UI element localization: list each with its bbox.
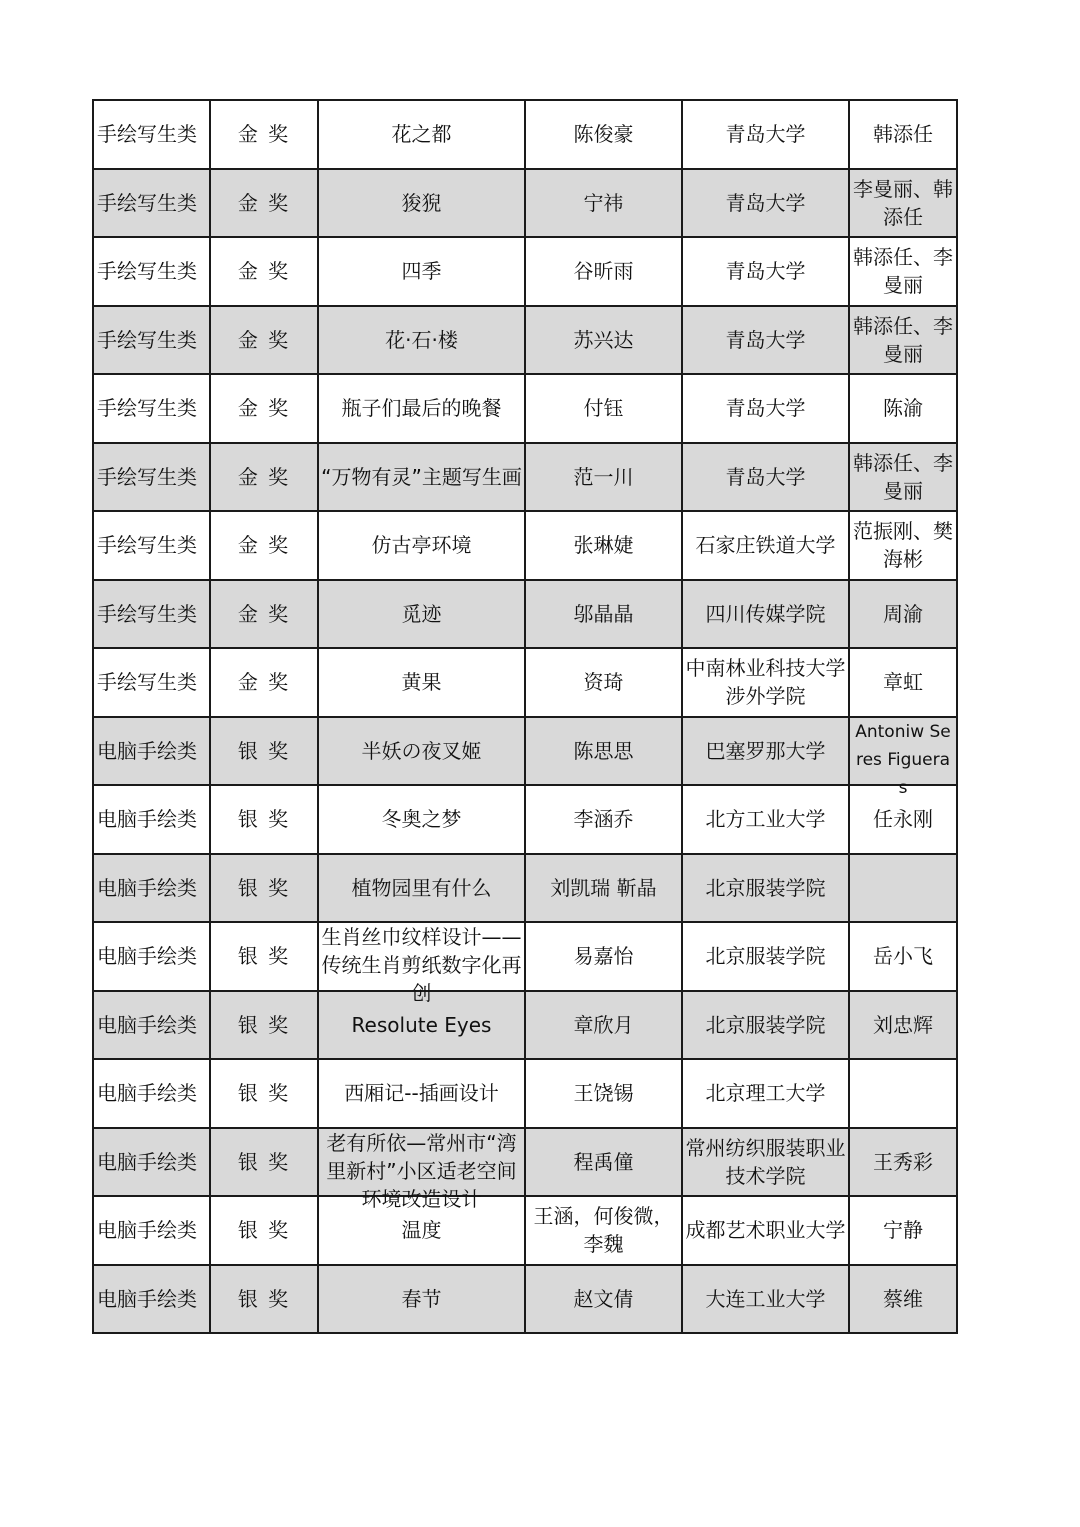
advisor-cell xyxy=(849,717,957,798)
award-cell: 银 奖 xyxy=(210,785,318,854)
category-cell: 电脑手绘类 xyxy=(93,1196,210,1265)
award-cell: 金 奖 xyxy=(210,306,318,375)
school-cell: 青岛大学 xyxy=(682,443,849,512)
awards-table xyxy=(92,99,958,1334)
category-cell: 手绘写生类 xyxy=(93,237,210,306)
advisor-text: Antoniw Seres Figueras xyxy=(855,721,951,798)
table-row xyxy=(93,374,957,443)
category-cell: 手绘写生类 xyxy=(93,374,210,443)
category-cell: 电脑手绘类 xyxy=(93,785,210,854)
title-cell: 春节 xyxy=(318,1265,525,1334)
table-row xyxy=(93,648,957,717)
author-cell: 资琦 xyxy=(525,648,682,717)
category-cell: 手绘写生类 xyxy=(93,648,210,717)
title-cell: 花·石·楼 xyxy=(318,306,525,375)
table-row xyxy=(93,1128,957,1197)
advisor-cell: 岳小飞 xyxy=(849,922,957,991)
table-row xyxy=(93,854,957,923)
title-cell: 西厢记--插画设计 xyxy=(318,1059,525,1128)
school-cell: 北京服装学院 xyxy=(682,991,849,1060)
advisor-cell: 周渝 xyxy=(849,580,957,649)
author-cell: 苏兴达 xyxy=(525,306,682,375)
advisor-cell: 韩添任、李曼丽 xyxy=(849,443,957,512)
advisor-cell: 蔡维 xyxy=(849,1265,957,1334)
author-cell: 王饶锡 xyxy=(525,1059,682,1128)
school-cell: 青岛大学 xyxy=(682,374,849,443)
title-cell: 狻猊 xyxy=(318,169,525,238)
school-cell: 青岛大学 xyxy=(682,237,849,306)
author-cell: 刘凯瑞 靳晶 xyxy=(525,854,682,923)
advisor-cell: 李曼丽、韩添任 xyxy=(849,169,957,238)
table-row xyxy=(93,580,957,649)
author-cell: 陈俊豪 xyxy=(525,100,682,169)
category-cell: 电脑手绘类 xyxy=(93,922,210,991)
title-cell: 半妖の夜叉姬 xyxy=(318,717,525,786)
author-cell: 张琳婕 xyxy=(525,511,682,580)
title-cell: “万物有灵”主题写生画 xyxy=(318,443,525,512)
advisor-cell: 宁静 xyxy=(849,1196,957,1265)
school-cell: 大连工业大学 xyxy=(682,1265,849,1334)
award-cell: 银 奖 xyxy=(210,854,318,923)
author-cell: 李涵乔 xyxy=(525,785,682,854)
author-cell: 程禹僮 xyxy=(525,1128,682,1197)
title-cell: 温度 xyxy=(318,1196,525,1265)
table-row xyxy=(93,237,957,306)
school-cell: 巴塞罗那大学 xyxy=(682,717,849,786)
award-cell: 银 奖 xyxy=(210,1128,318,1197)
title-cell: 植物园里有什么 xyxy=(318,854,525,923)
category-cell: 电脑手绘类 xyxy=(93,717,210,786)
category-cell: 电脑手绘类 xyxy=(93,1128,210,1197)
school-cell: 中南林业科技大学涉外学院 xyxy=(682,648,849,717)
title-cell: 四季 xyxy=(318,237,525,306)
award-cell: 银 奖 xyxy=(210,922,318,991)
title-cell: 冬奥之梦 xyxy=(318,785,525,854)
school-cell: 四川传媒学院 xyxy=(682,580,849,649)
advisor-cell: 韩添任 xyxy=(849,100,957,169)
author-cell: 范一川 xyxy=(525,443,682,512)
category-cell: 手绘写生类 xyxy=(93,169,210,238)
school-cell: 青岛大学 xyxy=(682,169,849,238)
advisor-cell: 韩添任、李曼丽 xyxy=(849,306,957,375)
author-cell: 宁祎 xyxy=(525,169,682,238)
school-cell: 常州纺织服装职业技术学院 xyxy=(682,1128,849,1197)
advisor-cell: 韩添任、李曼丽 xyxy=(849,237,957,306)
advisor-cell: 王秀彩 xyxy=(849,1128,957,1197)
category-cell: 手绘写生类 xyxy=(93,511,210,580)
award-cell: 银 奖 xyxy=(210,991,318,1060)
award-cell: 银 奖 xyxy=(210,1265,318,1334)
awards-table-body xyxy=(93,100,957,1333)
table-row xyxy=(93,1196,957,1265)
title-cell: 瓶子们最后的晚餐 xyxy=(318,374,525,443)
category-cell: 电脑手绘类 xyxy=(93,991,210,1060)
award-cell: 金 奖 xyxy=(210,580,318,649)
award-cell: 银 奖 xyxy=(210,1059,318,1128)
category-cell: 电脑手绘类 xyxy=(93,854,210,923)
table-row xyxy=(93,991,957,1060)
author-cell: 陈思思 xyxy=(525,717,682,786)
table-row xyxy=(93,100,957,169)
title-cell xyxy=(318,1128,525,1211)
category-cell: 电脑手绘类 xyxy=(93,1059,210,1128)
title-cell: 仿古亭环境 xyxy=(318,511,525,580)
author-cell: 邬晶晶 xyxy=(525,580,682,649)
award-cell: 金 奖 xyxy=(210,511,318,580)
advisor-cell xyxy=(849,1059,957,1128)
award-cell: 金 奖 xyxy=(210,443,318,512)
table-row xyxy=(93,717,957,786)
award-cell: 金 奖 xyxy=(210,374,318,443)
school-cell: 石家庄铁道大学 xyxy=(682,511,849,580)
category-cell: 手绘写生类 xyxy=(93,306,210,375)
title-text: 老有所依—常州市“湾里新村”小区适老空间环境改造设计 xyxy=(326,1130,517,1211)
school-cell: 北方工业大学 xyxy=(682,785,849,854)
school-cell: 北京服装学院 xyxy=(682,854,849,923)
category-cell: 电脑手绘类 xyxy=(93,1265,210,1334)
school-cell: 北京理工大学 xyxy=(682,1059,849,1128)
school-cell: 青岛大学 xyxy=(682,306,849,375)
advisor-cell: 章虹 xyxy=(849,648,957,717)
school-cell: 成都艺术职业大学 xyxy=(682,1196,849,1265)
author-cell: 谷昕雨 xyxy=(525,237,682,306)
table-row xyxy=(93,443,957,512)
author-cell: 易嘉怡 xyxy=(525,922,682,991)
award-cell: 金 奖 xyxy=(210,648,318,717)
advisor-cell: 陈渝 xyxy=(849,374,957,443)
award-cell: 银 奖 xyxy=(210,1196,318,1265)
table-row xyxy=(93,922,957,991)
table-row xyxy=(93,511,957,580)
table-row xyxy=(93,169,957,238)
title-cell: 花之都 xyxy=(318,100,525,169)
advisor-cell xyxy=(849,854,957,923)
table-row xyxy=(93,1059,957,1128)
advisor-cell: 任永刚 xyxy=(849,785,957,854)
category-cell: 手绘写生类 xyxy=(93,580,210,649)
school-cell: 青岛大学 xyxy=(682,100,849,169)
title-cell: Resolute Eyes xyxy=(318,991,525,1060)
title-text: 生肖丝巾纹样设计——传统生肖剪纸数字化再创 xyxy=(321,925,522,1006)
title-cell: 觅迹 xyxy=(318,580,525,649)
award-cell: 金 奖 xyxy=(210,100,318,169)
author-cell: 赵文倩 xyxy=(525,1265,682,1334)
table-row xyxy=(93,306,957,375)
category-cell: 手绘写生类 xyxy=(93,443,210,512)
title-cell xyxy=(318,922,525,1006)
award-cell: 银 奖 xyxy=(210,717,318,786)
table-row xyxy=(93,785,957,854)
category-cell: 手绘写生类 xyxy=(93,100,210,169)
author-cell: 付钰 xyxy=(525,374,682,443)
table-row xyxy=(93,1265,957,1334)
author-cell: 章欣月 xyxy=(525,991,682,1060)
award-cell: 金 奖 xyxy=(210,169,318,238)
school-cell: 北京服装学院 xyxy=(682,922,849,991)
award-cell: 金 奖 xyxy=(210,237,318,306)
title-cell: 黄果 xyxy=(318,648,525,717)
advisor-cell: 刘忠辉 xyxy=(849,991,957,1060)
advisor-cell: 范振刚、樊海彬 xyxy=(849,511,957,580)
author-cell: 王涵，何俊微，李魏 xyxy=(525,1196,682,1265)
